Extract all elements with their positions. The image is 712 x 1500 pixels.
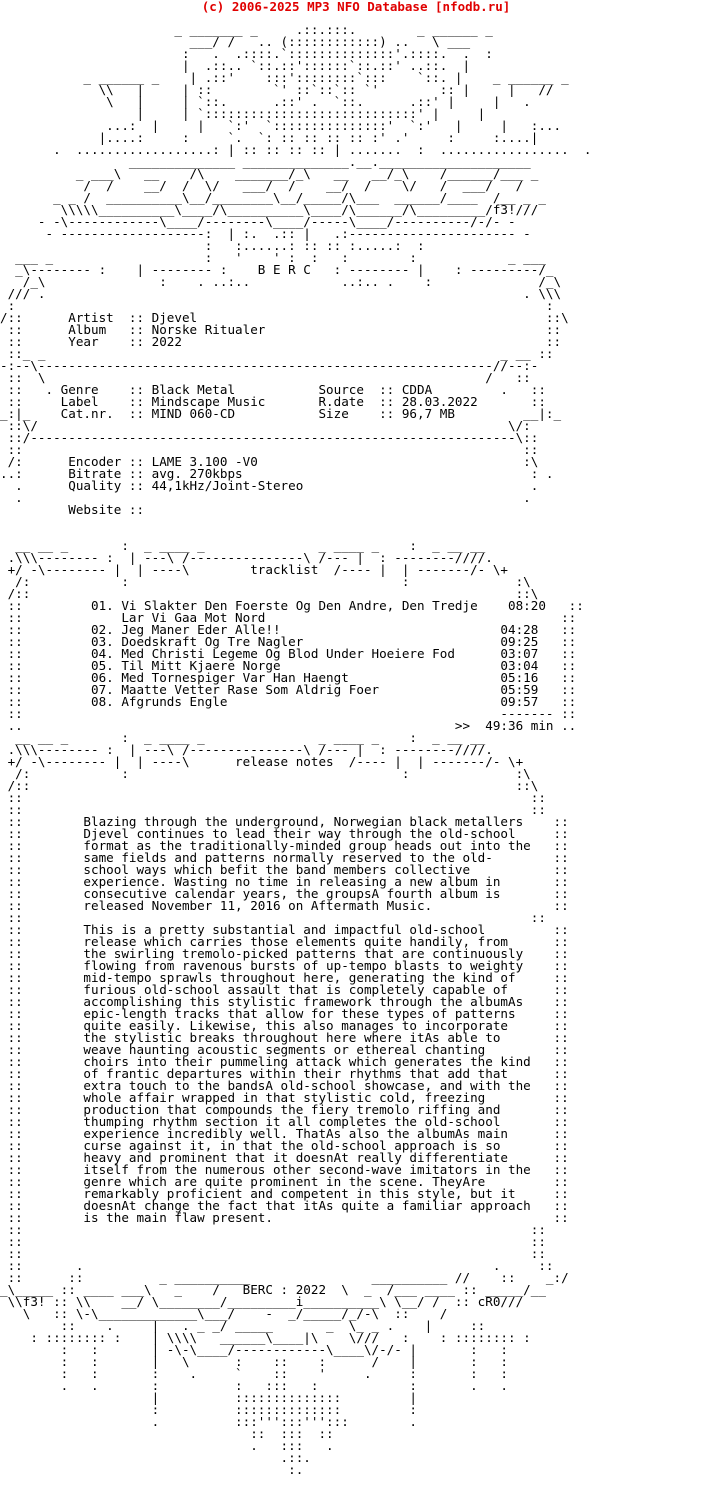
nfo-line: :. xyxy=(0,1462,304,1477)
nfo-line: :: itself from the numerous other second-wave imitators in the :: xyxy=(0,1162,569,1177)
nfo-line: ___ _ : ' ' : : : : _ ___ xyxy=(0,250,546,265)
nfo-line: |....: : `. `: :: :: :: :: :' .' : :....| xyxy=(0,130,539,145)
nfo-line: :: remarkably proficient and competent in this style, but it :: xyxy=(0,1186,569,1201)
nfo-line: :: :: xyxy=(0,442,539,457)
nfo-line: :: :: xyxy=(0,1246,546,1261)
nfo-line: ::_ _ _ __ :: xyxy=(0,346,554,361)
nfo-line: _\-------- : | -------- : B E R C : -------- | : ---------/_ xyxy=(0,262,554,277)
nfo-line: /:: ::\ xyxy=(0,778,539,793)
nfo-line: :: ------- :: xyxy=(0,706,577,721)
nfo-line: :: genre which are quite prominent in the scene. TheyAre :: xyxy=(0,1174,569,1189)
nfo-line: /:: Artist :: Djevel ::\ xyxy=(0,310,569,325)
nfo-line: :: consecutive calendar years, the groupsA fourth album is :: xyxy=(0,886,569,901)
nfo-line: /: : : :\ xyxy=(0,574,531,589)
nfo-line: / / __/ / \/ ___/ / __/ / \/ / ___/ / xyxy=(0,178,524,193)
nfo-line: __ __ _ : _ ____ _ _ ____ _ : _ __ __ xyxy=(0,538,486,553)
nfo-line: .::. xyxy=(0,1450,311,1465)
nfo-line: :: :: xyxy=(0,1222,546,1237)
nfo-line: :: release which carries those elements quite handily, from :: xyxy=(0,934,569,949)
nfo-line: :: the swirling tremolo-picked patterns that are continuously :: xyxy=(0,946,569,961)
nfo-line: :: production that compounds the fiery tremolo riffing and :: xyxy=(0,1102,569,1117)
nfo-line: :: . . :: xyxy=(0,1258,554,1273)
nfo-line: :: the stylistic breaks throughout here where itAs able to :: xyxy=(0,1030,569,1045)
nfo-line: \\ | | :: `' ::`::`:: `' :: | | // xyxy=(0,82,554,97)
nfo-line: \ | | `::. .::' . `::. .::' | | . xyxy=(0,94,531,109)
nfo-text xyxy=(0,24,591,1476)
nfo-line: :: 08. Afgrunds Engle 09:57 :: xyxy=(0,694,577,709)
nfo-line: | :::::::::::::: | xyxy=(0,1390,418,1405)
nfo-line: :: Label :: Mindscape Music R.date :: 28.03.2022 :: xyxy=(0,394,546,409)
nfo-line: :: Lar Vi Gaa Mot Nord :: xyxy=(0,610,577,625)
nfo-line: :: furious old-school assault that is completely capable of :: xyxy=(0,982,569,997)
nfo-line: :: doesnAt change the fact that itAs quite a familiar approach :: xyxy=(0,1198,569,1213)
nfo-line xyxy=(0,516,591,528)
nfo-line: ______________ ______________.__.____________________ xyxy=(0,154,531,169)
nfo-line: .\\\-------- : | ---\ /---------------\ /--- | : --------////. xyxy=(0,550,493,565)
nfo-line: :: :: xyxy=(0,910,546,925)
nfo-line: :: 05. Til Mitt Kjaere Norge 03:04 :: xyxy=(0,658,577,673)
nfo-line: :: experience. Wasting no time in releasing a new album in :: xyxy=(0,874,569,889)
nfo-line: :: :: _ __________ __________ // :: _:/ xyxy=(0,1270,569,1285)
nfo-line: : : | -\-\____/------------\____\/-/- | : : xyxy=(0,1342,508,1357)
nfo-line: \\\\\__________\____/\__________\____/\______/\_________/f3!/// xyxy=(0,202,539,217)
nfo-line: :: weave haunting acoustic segments or ethereal chanting :: xyxy=(0,1042,569,1057)
nfo-line: . ::: . xyxy=(0,1438,334,1453)
nfo-line: | | `::::::::::::::::::::::::::::' | | xyxy=(0,106,486,121)
nfo-line: - -\------------\____/--------\____/-----\____/----------/-/- - xyxy=(0,214,516,229)
nfo-line: : :::::::::::::: : xyxy=(0,1402,418,1417)
nfo-line: +/ -\-------- | | ----\ release notes /---- | | -------/- \+ xyxy=(0,754,524,769)
nfo-line: :: Album :: Norske Ritualer :: xyxy=(0,322,562,337)
nfo-line: . Quality :: 44,1kHz/Joint-Stereo . xyxy=(0,478,539,493)
nfo-line: :: choirs into their pummeling attack which generates the kind :: xyxy=(0,1054,569,1069)
nfo-line: _ _______ _ .::.:::. _ ______ _ xyxy=(0,22,493,37)
nfo-line: : : : . ` :: ' . : : : xyxy=(0,1366,508,1381)
nfo-line: : : | \ : :: : / | : : xyxy=(0,1354,508,1369)
nfo-line: :: :: xyxy=(0,1234,546,1249)
nfo-line: ..: Bitrate :: avg. 270kbps : . xyxy=(0,466,554,481)
nfo-line: __ __ _ : _ ____ _ _ ____ _ : _ __ __ xyxy=(0,730,486,745)
nfo-line: ::/----------------------------------------------------------------\:: xyxy=(0,430,539,445)
nfo-line: :: 03. Doedskraft Og Tre Nagler 09:25 :: xyxy=(0,634,577,649)
nfo-line: :: 07. Maatte Vetter Rase Som Aldrig Foer 05:59 :: xyxy=(0,682,577,697)
nfo-line: - -------------------: | :. .:: | .:---------------------- - xyxy=(0,226,531,241)
nfo-line: : :......: :: :: :.....: : xyxy=(0,238,425,253)
nfo-line: :: format as the traditionally-minded group heads out into the :: xyxy=(0,838,569,853)
nfo-line: ...: | | `:' `:::::::::::::::' `:' | | :... xyxy=(0,118,562,133)
nfo-line: :: . | . _ _/ _____ _ \_ _ . | :: xyxy=(0,1318,486,1333)
nfo-line: .. >> 49:36 min .. xyxy=(0,718,577,733)
nfo-line: :: accomplishing this stylistic framework through the albumAs :: xyxy=(0,994,569,1009)
nfo-line: . ..................: | :: :: :: :: | ....... : ................. . xyxy=(0,142,592,157)
nfo-line: :: ::: :: xyxy=(0,1426,334,1441)
nfo-line: :: heavy and prominent that it doesnAt really differentiate :: xyxy=(0,1150,569,1165)
nfo-line: . . xyxy=(0,490,531,505)
nfo-line: :: Blazing through the underground, Norwegian black metallers :: xyxy=(0,814,569,829)
nfo-line: :: 04. Med Christi Legeme Og Blod Under Hoeiere Fod 03:07 :: xyxy=(0,646,577,661)
nfo-line: -:--\------------------------------------------------------------//--:- xyxy=(0,358,539,373)
nfo-line: ::\/ \/: xyxy=(0,418,531,433)
nfo-line: :: is the main flaw present. :: xyxy=(0,1210,569,1225)
nfo-line: Website :: xyxy=(0,502,145,517)
nfo-line: /: : : :\ xyxy=(0,766,531,781)
site-header: (c) 2006-2025 MP3 NFO Database [nfodb.ru] xyxy=(201,0,511,14)
nfo-line: :: quite easily. Likewise, this also manages to incorporate :: xyxy=(0,1018,569,1033)
nfo-line: _:|_ Cat.nr. :: MIND 060-CD Size :: 96,7 MB __|:_ xyxy=(0,406,562,421)
nfo-line: :: released November 11, 2016 on Aftermath Music. :: xyxy=(0,898,569,913)
nfo-line: :: extra touch to the bandsA old-school showcase, and with the :: xyxy=(0,1078,569,1093)
nfo-line: . . : : ::: : : . . xyxy=(0,1378,508,1393)
nfo-line: :: flowing from ravenous bursts of up-tempo blasts to weighty :: xyxy=(0,958,569,973)
nfo-line: \ :: \-\_____________\___/ - _/_____/_/-\ :: / xyxy=(0,1306,448,1321)
nfo-line: /: Encoder :: LAME 3.100 -V0 :\ xyxy=(0,454,539,469)
nfo-line: _ _ / __________\__/________\__/_____/\___ ______/____ /__ _ _ xyxy=(0,190,546,205)
nfo-line: :: . Genre :: Black Metal Source :: CDDA . :: xyxy=(0,382,546,397)
nfo-line: :: \ / :: xyxy=(0,370,531,385)
nfo-line: :: of frantic departures within their rhythms that add that :: xyxy=(0,1066,569,1081)
nfo-line: .\\\-------- : | ---\ /---------------\ /--- | : --------////. xyxy=(0,742,493,757)
nfo-line: :: mid-tempo sprawls throughout here, generating the kind of :: xyxy=(0,970,569,985)
nfo-line: :: curse against it, in that the old-school approach is so :: xyxy=(0,1138,569,1153)
nfo-line: /:: ::\ xyxy=(0,586,539,601)
nfo-line: _ ___\ __ /\ _______/_\ __ __/_\ /______/___ _ xyxy=(0,166,539,181)
nfo-line: :: Year :: 2022 :: xyxy=(0,334,562,349)
nfo-line: :: 02. Jeg Maner Eder Alle!! 04:28 :: xyxy=(0,622,577,637)
nfo-line: /// . . \\\ xyxy=(0,286,562,301)
nfo-line: :: thumping rhythm section it all completes the old-school :: xyxy=(0,1114,569,1129)
nfo-line: : : xyxy=(0,298,554,313)
nfo-line: +/ -\-------- | | ----\ tracklist /---- | | -------/- \+ xyxy=(0,562,508,577)
nfo-line: :: epic-length tracks that allow for these types of patterns :: xyxy=(0,1006,569,1021)
nfo-line: | .::.. `::.::'::::::`::.::' ..::. | xyxy=(0,58,471,73)
nfo-line: :: same fields and patterns normally reserved to the old- :: xyxy=(0,850,569,865)
nfo-line: ___/ / .. (::::::::::::) .. \ ___ xyxy=(0,34,471,49)
nfo-line: : . .::::.`::::::::::::::'.::::. . : xyxy=(0,46,493,61)
nfo-line: :: school ways which befit the band members collective :: xyxy=(0,862,569,877)
nfo-line: :: whole affair wrapped in that stylistic cold, freezing :: xyxy=(0,1090,569,1105)
nfo-line: \\f3! :: \\ __/ \________/_________i__________\ \__/ / :: cR0/// xyxy=(0,1294,524,1309)
nfo-line: :: :: xyxy=(0,802,546,817)
nfo-line: : :::::::: : | \\\\ ______\____|\ \/// : : :::::::: : xyxy=(0,1330,531,1345)
nfo-line: :: experience incredibly well. ThatAs also the albumAs main :: xyxy=(0,1126,569,1141)
nfo-line: :: 01. Vi Slakter Den Foerste Og Den Andre, Den Tredje 08:20 :: xyxy=(0,598,584,613)
nfo-line: :: :: xyxy=(0,790,546,805)
nfo-line: :: This is a pretty substantial and impactful old-school :: xyxy=(0,922,569,937)
nfo-line: _ ______ _ | .::' :::'::::::::`::: `::. | _ ______ _ xyxy=(0,70,569,85)
nfo-line: /_\ : . ..:.. ..:.. . : /_\ xyxy=(0,274,562,289)
nfo-line: . :::''':::'''::: . xyxy=(0,1414,418,1429)
nfo-line: :: Djevel continues to lead their way through the old-school :: xyxy=(0,826,569,841)
nfo-line: :: 06. Med Tornespiger Var Han Haengt 05:16 :: xyxy=(0,670,577,685)
nfo-line: _\_____ :: ____ ___\ _ / BERC : 2022 \ _ /___ ____ :: _____/__ xyxy=(0,1282,546,1297)
